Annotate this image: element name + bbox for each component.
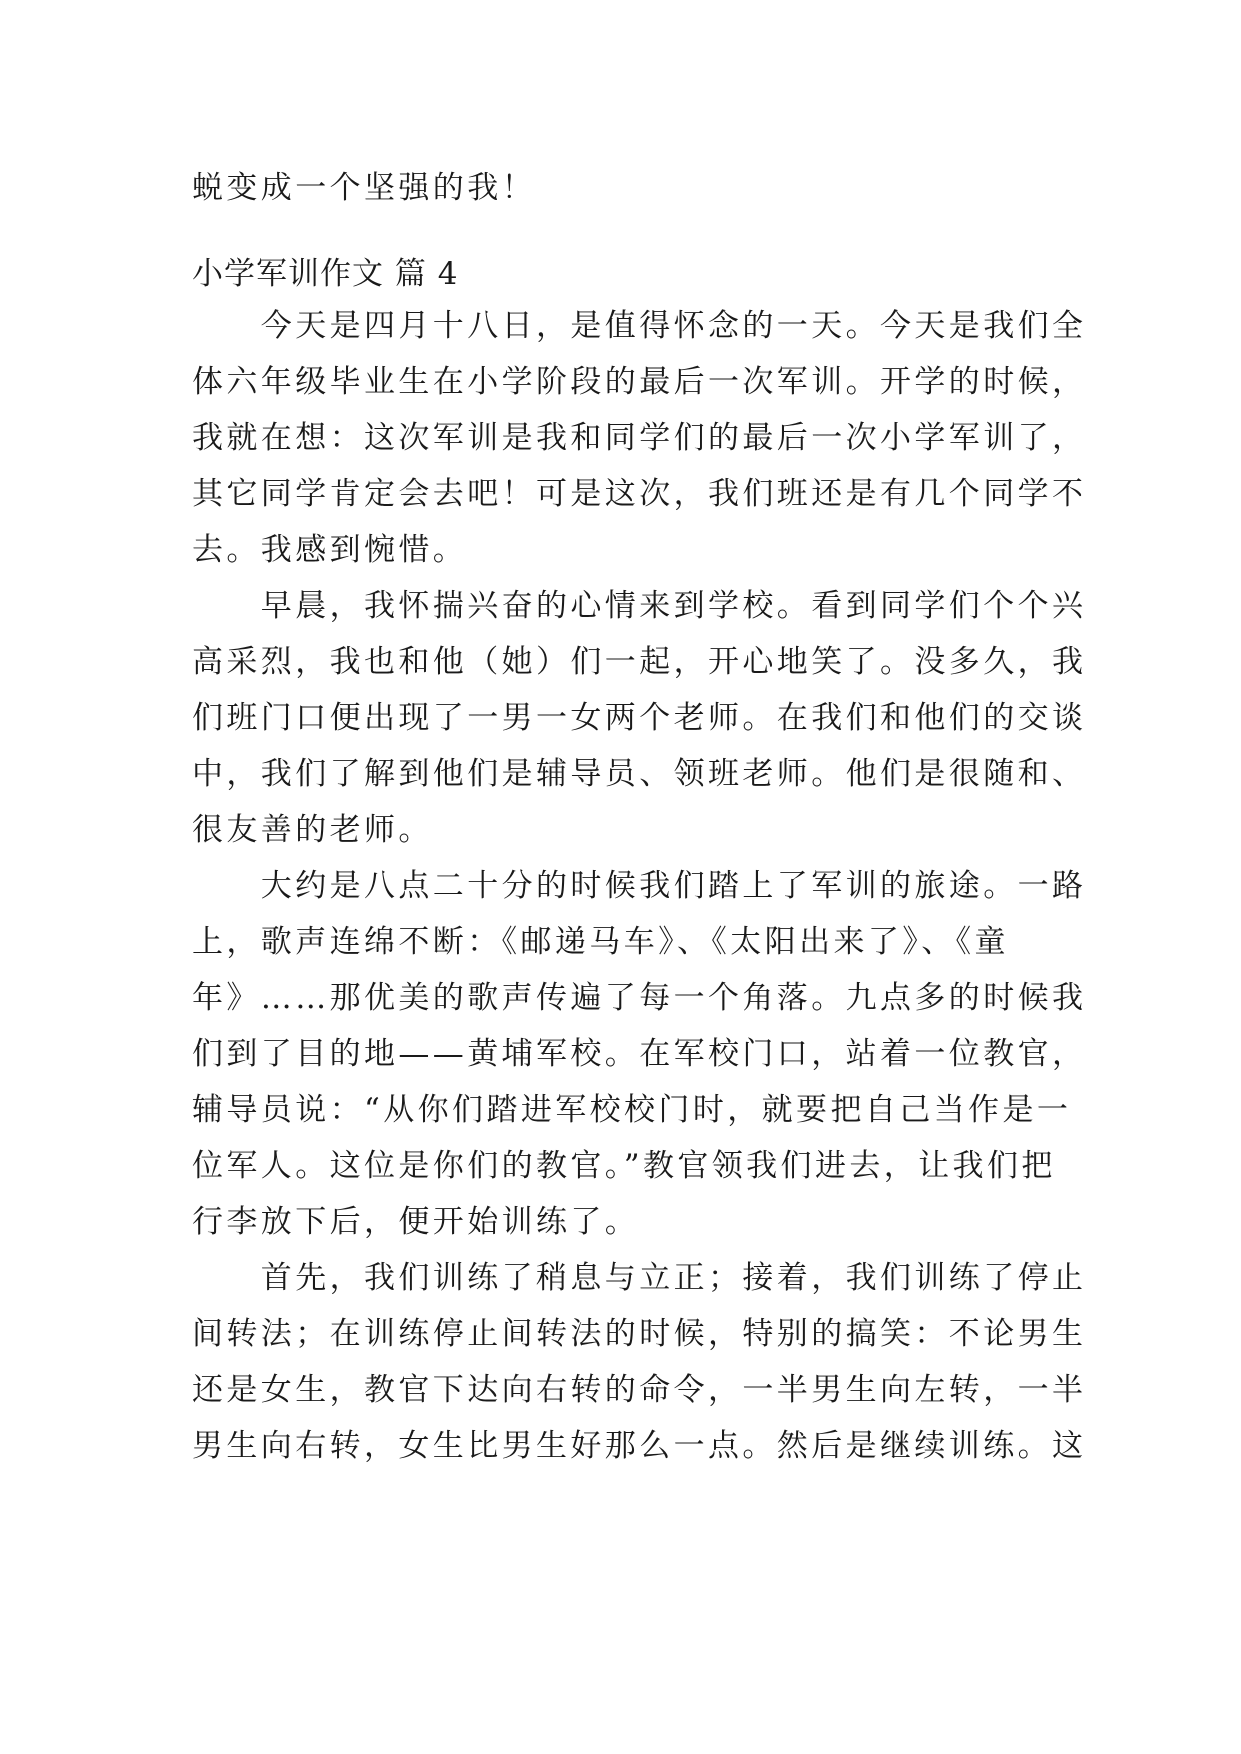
paragraph-line: 今天是四月十八日，是值得怀念的一天。今天是我们全 <box>192 308 1087 344</box>
paragraph-line: 男生向右转，女生比男生好那么一点。然后是继续训练。这 <box>192 1428 1087 1464</box>
paragraph-line: 早晨，我怀揣兴奋的心情来到学校。看到同学们个个兴 <box>192 588 1087 624</box>
paragraph-line: 们到了目的地——黄埔军校。在军校门口，站着一位教官， <box>192 1036 1087 1072</box>
paragraph-line: 体六年级毕业生在小学阶段的最后一次军训。开学的时候， <box>192 364 1087 400</box>
paragraph-line: 间转法；在训练停止间转法的时候，特别的搞笑：不论男生 <box>192 1316 1087 1352</box>
paragraph-line: 年》……那优美的歌声传遍了每一个角落。九点多的时候我 <box>192 980 1087 1016</box>
paragraph-line: 大约是八点二十分的时候我们踏上了军训的旅途。一路 <box>192 868 1087 904</box>
paragraph-line: 还是女生，教官下达向右转的命令，一半男生向左转，一半 <box>192 1372 1087 1408</box>
paragraph-line: 去。我感到惋惜。 <box>192 532 468 568</box>
paragraph-line: 上，歌声连绵不断：《邮递马车》、《太阳出来了》、《童 <box>192 924 1009 960</box>
paragraph-line: 中，我们了解到他们是辅导员、领班老师。他们是很随和、 <box>192 756 1087 792</box>
paragraph-line: 首先，我们训练了稍息与立正；接着，我们训练了停止 <box>192 1260 1087 1296</box>
paragraph-line: 们班门口便出现了一男一女两个老师。在我们和他们的交谈 <box>192 700 1087 736</box>
paragraph-line: 其它同学肯定会去吧！可是这次，我们班还是有几个同学不 <box>192 476 1087 512</box>
paragraph-line: 很友善的老师。 <box>192 812 433 848</box>
essay-title: 小学军训作文 篇 4 <box>192 256 459 292</box>
paragraph-line: 位军人。这位是你们的教官。”教官领我们进去，让我们把 <box>192 1148 1056 1184</box>
previous-essay-ending: 蜕变成一个坚强的我！ <box>192 170 536 206</box>
paragraph-line: 行李放下后，便开始训练了。 <box>192 1204 640 1240</box>
paragraph-line: 辅导员说：“从你们踏进军校校门时，就要把自己当作是一 <box>192 1092 1072 1128</box>
paragraph-line: 我就在想：这次军训是我和同学们的最后一次小学军训了， <box>192 420 1087 456</box>
paragraph-line: 高采烈，我也和他（她）们一起，开心地笑了。没多久，我 <box>192 644 1087 680</box>
